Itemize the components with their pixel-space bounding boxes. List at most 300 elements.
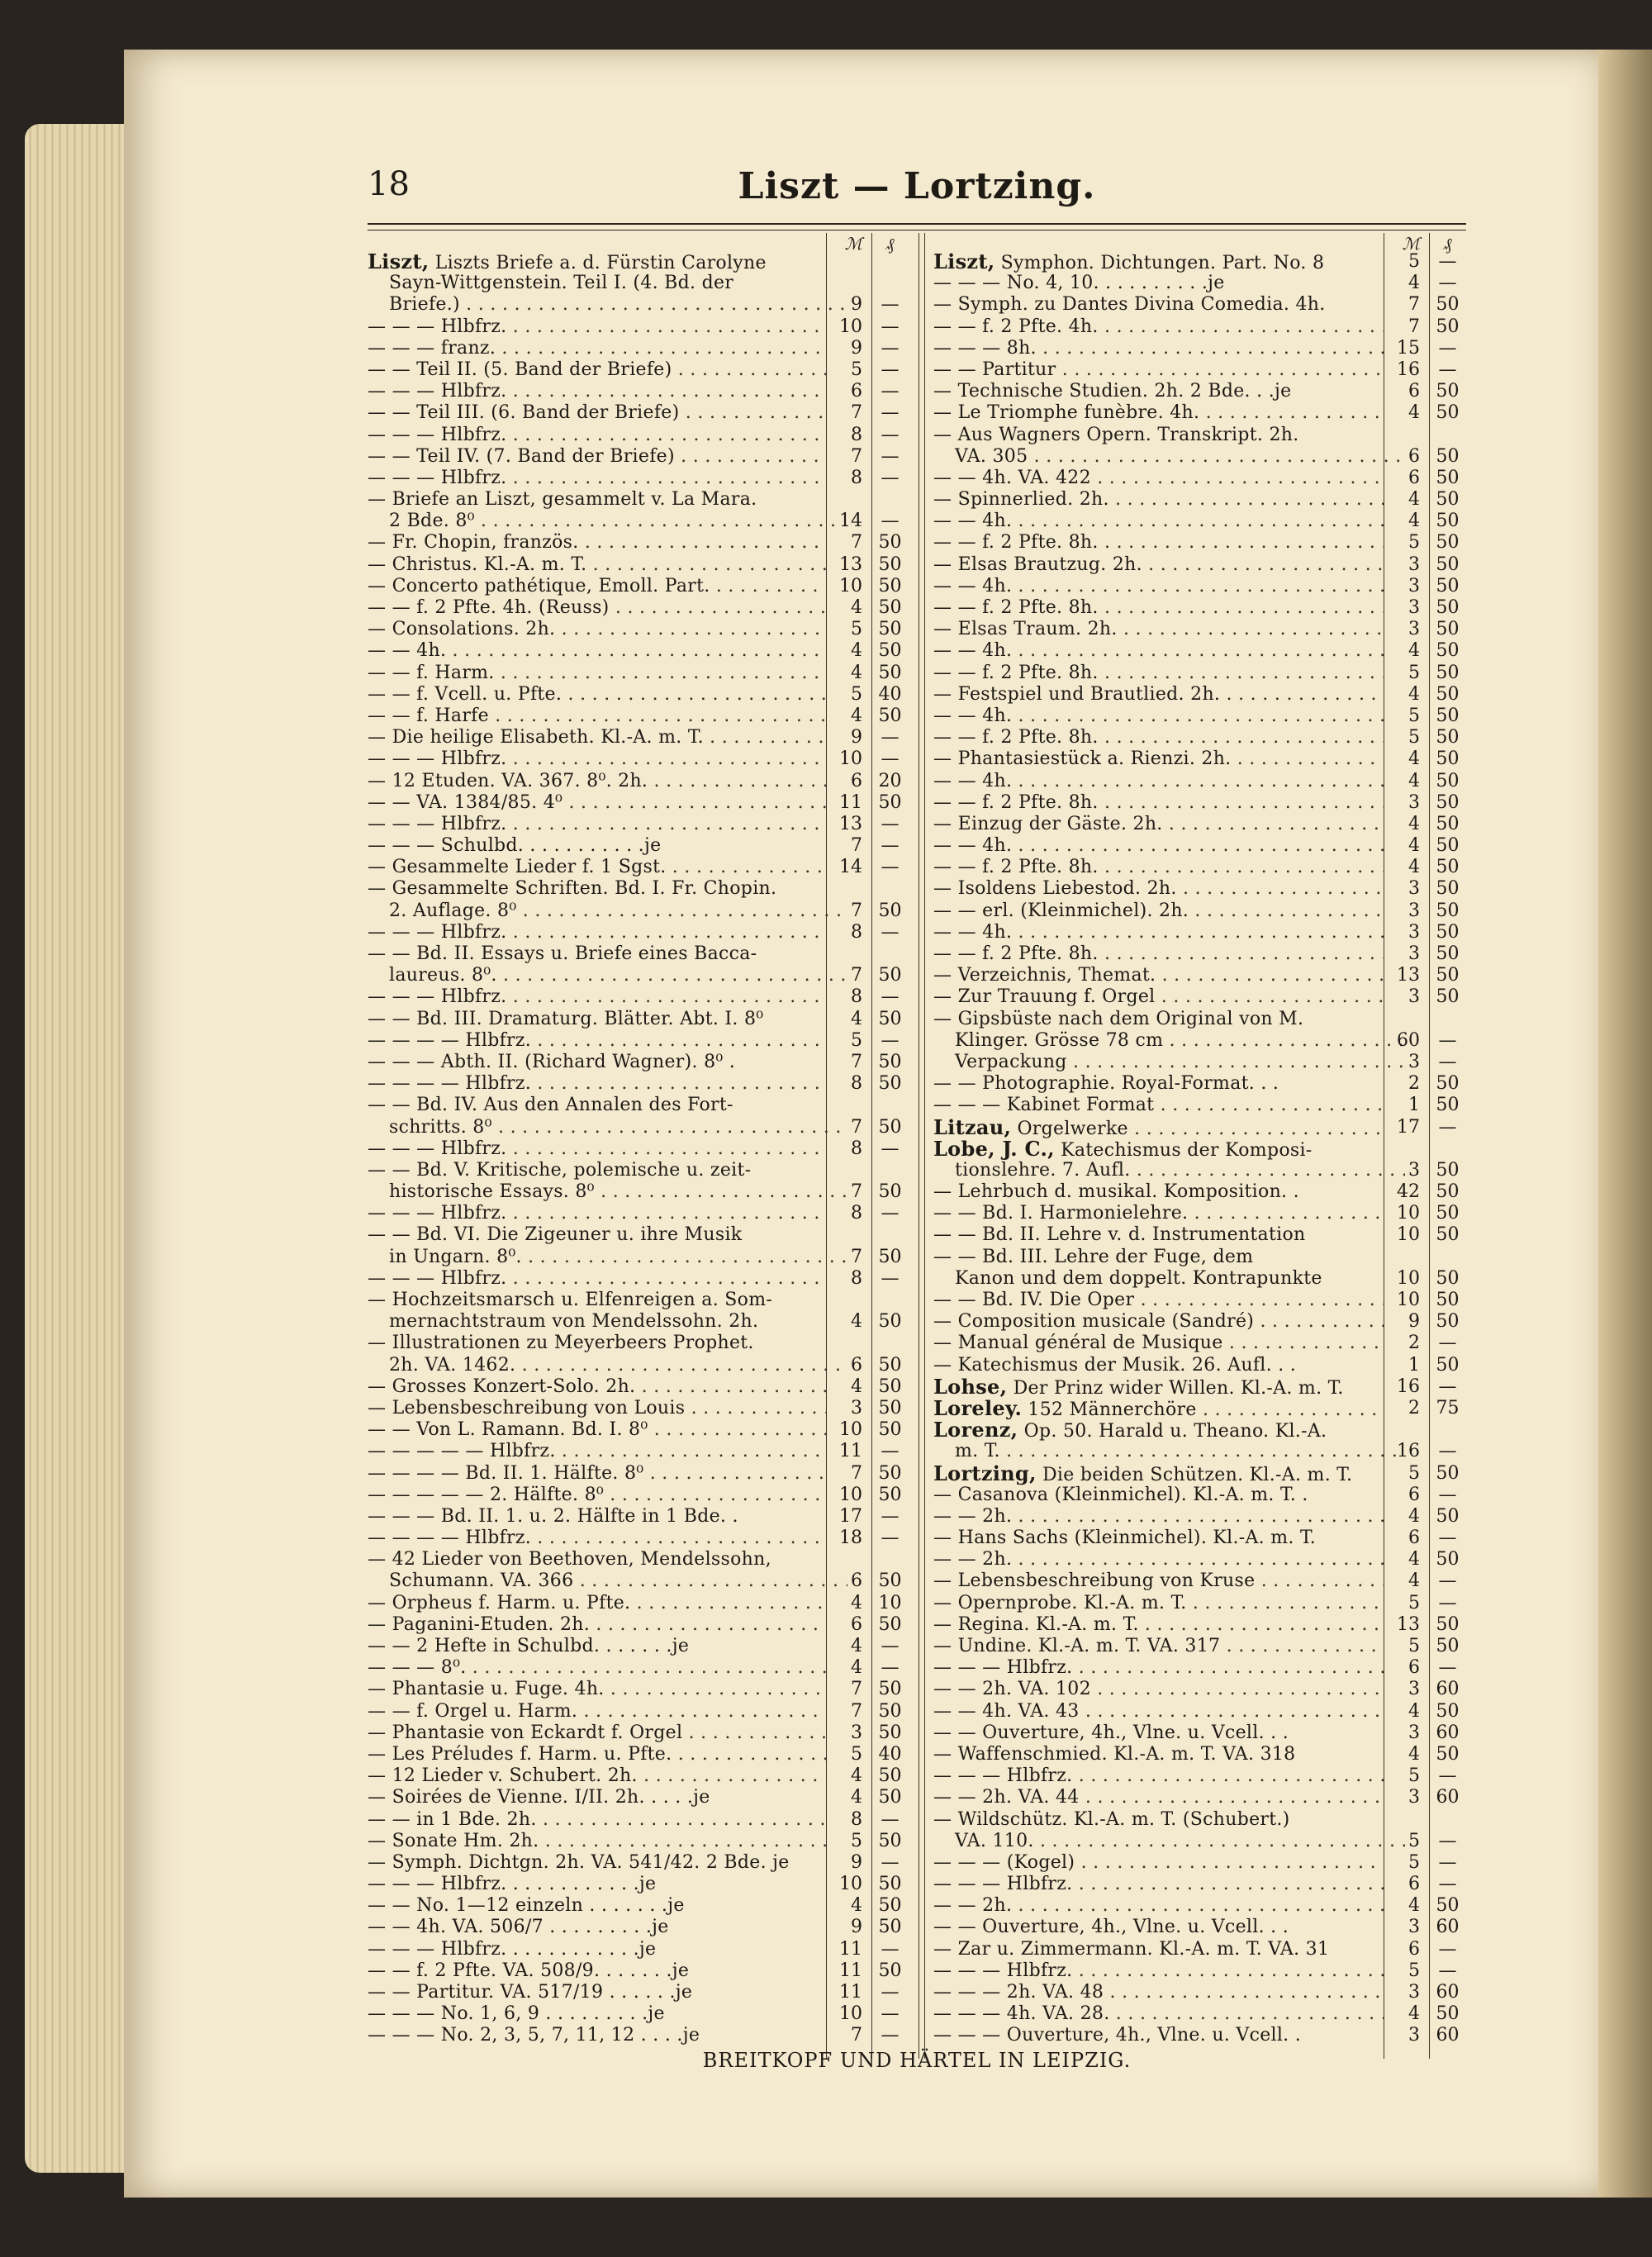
catalog-entry <box>368 1593 909 1614</box>
price-pfennig: — <box>881 2025 900 2046</box>
price-pfennig: — <box>1438 1376 1457 1397</box>
entry-text: laureus. 8⁰. . . . <box>368 965 847 986</box>
price-mark: 6 <box>1408 467 1420 488</box>
entry-text: in Ungarn. 8⁰. . . . <box>368 1247 847 1268</box>
price-mark: 7 <box>851 900 862 921</box>
catalog-entry <box>368 338 909 359</box>
price-mark: 3 <box>1408 878 1420 900</box>
catalog-entry <box>368 251 909 273</box>
catalog-entry <box>933 1181 1466 1203</box>
catalog-entry <box>933 1506 1466 1528</box>
price-pfennig: — <box>881 727 900 748</box>
price-pfennig: 50 <box>878 1895 902 1917</box>
right-entries <box>933 251 1466 2047</box>
catalog-entry <box>933 1376 1466 1398</box>
entry-text: — Hans Sachs (Kleinmichel). Kl.-A. m. T. <box>933 1528 1317 1549</box>
entry-text: — — 4h. . . . <box>933 922 1384 943</box>
price-mark: 10 <box>839 2003 862 2025</box>
composer-name: Lortzing, <box>933 1462 1037 1485</box>
price-pfennig: — <box>881 835 900 857</box>
catalog-entry <box>368 900 909 922</box>
catalog-entry <box>368 1528 909 1549</box>
entry-text: — — — Hlbfrz. . . . <box>368 922 826 943</box>
entry-text: — — — Bd. II. 1. u. 2. Hälfte in 1 Bde. . <box>368 1505 738 1527</box>
price-mark: 6 <box>851 1613 862 1635</box>
catalog-entry <box>933 619 1466 640</box>
price-pfennig: — <box>1438 251 1457 272</box>
price-pfennig: — <box>1438 1830 1457 1851</box>
price-pfennig: 50 <box>1436 294 1460 316</box>
catalog-entry <box>368 2025 909 2046</box>
catalog-entry <box>933 1030 1466 1052</box>
entry-text: — — — Hlbfrz. . . . <box>368 1268 826 1290</box>
price-pfennig: — <box>881 1203 900 1224</box>
price-pfennig: 50 <box>878 1679 902 1700</box>
price-mark: 5 <box>1408 1960 1420 1981</box>
price-pfennig: 50 <box>878 1613 902 1635</box>
publisher-footer: BREITKOPF UND HÄRTEL IN LEIPZIG. <box>702 2049 1132 2072</box>
entry-text: — — Bd. I. Harmonielehre. . . . <box>933 1203 1384 1224</box>
entry-text: — — — (Kogel) . . . <box>933 1852 1384 1874</box>
price-pfennig: 50 <box>878 1311 902 1333</box>
catalog-entry <box>933 943 1466 965</box>
price-mark: 4 <box>1408 857 1420 878</box>
entry-text: — — in 1 Bde. 2h. . . . <box>368 1809 826 1831</box>
price-mark: 7 <box>851 532 862 554</box>
entry-text: Verpackung . . . <box>933 1052 1405 1073</box>
pfennig-symbol: ₰ <box>1443 234 1452 254</box>
entry-text: — — Bd. II. Lehre v. d. Instrumentation <box>933 1224 1306 1246</box>
price-pfennig: 50 <box>1436 857 1460 878</box>
price-mark: 3 <box>1408 1982 1420 2003</box>
catalog-entry <box>368 1895 909 1917</box>
price-pfennig: 50 <box>1436 662 1460 683</box>
catalog-entry <box>368 922 909 943</box>
entry-text: — — f. Harfe . . . <box>368 706 826 727</box>
price-pfennig: 50 <box>878 1116 902 1138</box>
entry-text: — Phantasie von Eckardt f. Orgel . . . <box>368 1722 826 1744</box>
price-mark: 1 <box>1408 1354 1420 1376</box>
catalog-entry <box>933 1831 1466 1852</box>
price-mark: 3 <box>1408 2025 1420 2046</box>
price-mark: 6 <box>1408 1874 1420 1895</box>
price-mark: 10 <box>839 575 862 596</box>
price-mark: 6 <box>1408 1528 1420 1549</box>
catalog-entry <box>933 597 1466 619</box>
price-mark: 7 <box>851 1462 862 1484</box>
price-pfennig: 50 <box>878 705 902 726</box>
catalog-entry <box>933 1679 1466 1700</box>
price-pfennig: 50 <box>878 965 902 986</box>
entry-text: — — — Schulbd. . . . . . . . . . .je <box>368 835 662 857</box>
price-mark: 10 <box>1397 1267 1420 1289</box>
catalog-entry <box>933 1636 1466 1657</box>
catalog-entry <box>933 1485 1466 1506</box>
price-mark: 6 <box>1408 1657 1420 1679</box>
price-pfennig: — <box>881 511 900 532</box>
price-mark: 3 <box>1408 575 1420 596</box>
entry-text: — — — — — 2. Hälfte. 8⁰ . . . <box>368 1485 826 1506</box>
price-pfennig: — <box>1438 1333 1457 1354</box>
price-pfennig: 50 <box>878 1397 902 1418</box>
entry-text: — — f. 2 Pfte. 8h. . . . <box>933 857 1384 878</box>
catalog-entry <box>368 1268 909 1290</box>
price-pfennig: 50 <box>878 1051 902 1072</box>
catalog-entry <box>933 294 1466 316</box>
catalog-entry <box>368 1765 909 1787</box>
price-mark: 4 <box>851 1657 862 1679</box>
price-pfennig: 50 <box>878 640 902 662</box>
price-pfennig: 50 <box>878 1700 902 1722</box>
catalog-entry <box>933 663 1466 684</box>
catalog-entry <box>368 1917 909 1938</box>
catalog-entry <box>933 425 1466 446</box>
price-mark: 7 <box>851 1181 862 1203</box>
catalog-entry <box>368 1203 909 1224</box>
catalog-entry <box>368 1441 909 1462</box>
entry-text: — — No. 1—12 einzeln . . . . . . .je <box>368 1895 685 1917</box>
catalog-entry <box>368 706 909 727</box>
price-pfennig: 50 <box>1436 900 1460 921</box>
catalog-entry <box>933 1463 1466 1485</box>
price-pfennig: — <box>881 316 900 337</box>
entry-text: — — — — — Hlbfrz. . . . <box>368 1441 826 1462</box>
catalog-entry <box>933 273 1466 294</box>
catalog-entry <box>933 1895 1466 1917</box>
entry-text: — — — — Bd. II. 1. Hälfte. 8⁰ . . . <box>368 1463 826 1485</box>
entry-text: — — Teil IV. (7. Band der Briefe) . . . <box>368 446 826 468</box>
price-mark: 11 <box>839 1982 862 2003</box>
catalog-entry <box>368 1679 909 1700</box>
price-pfennig: 50 <box>1436 1549 1460 1570</box>
price-pfennig: 60 <box>1436 2025 1460 2046</box>
header-rule <box>368 223 1466 230</box>
price-pfennig: — <box>1438 1938 1457 1960</box>
price-pfennig: 10 <box>878 1592 902 1613</box>
catalog-entry <box>933 1657 1466 1679</box>
entry-text: — — Bd. VI. Die Zigeuner u. ihre Musik <box>368 1224 743 1246</box>
entry-text: — — — No. 1, 6, 9 . . . . . . . . .je <box>368 2003 665 2025</box>
catalog-entry <box>933 532 1466 554</box>
entry-text: VA. 305 . . . <box>933 446 1405 468</box>
entry-text: — — — Abth. II. (Richard Wagner). 8⁰ . <box>368 1051 736 1072</box>
price-mark: 7 <box>851 1051 862 1072</box>
entry-text: — — — No. 2, 3, 5, 7, 11, 12 . . . .je <box>368 2025 700 2046</box>
entry-text: — Isoldens Liebestod. 2h. . . . <box>933 878 1384 900</box>
entry-text: — — — franz. . . . <box>368 338 826 359</box>
catalog-entry <box>368 1570 909 1592</box>
price-mark: 4 <box>1408 1700 1420 1722</box>
catalog-entry <box>368 1701 909 1722</box>
price-pfennig: 50 <box>1436 402 1460 424</box>
price-mark: 7 <box>851 402 862 424</box>
entry-text: — — 4h. . . . <box>933 576 1384 597</box>
entry-text: — — 4h. VA. 43 . . . <box>933 1701 1384 1722</box>
entry-text: — Phantasiestück a. Rienzi. 2h. . . . <box>933 748 1384 770</box>
price-mark: 4 <box>1408 835 1420 857</box>
price-pfennig: 50 <box>1436 1636 1460 1656</box>
price-mark: 5 <box>1408 1830 1420 1851</box>
catalog-entry <box>368 814 909 835</box>
catalog-entry <box>933 1787 1466 1808</box>
catalog-entry <box>368 1982 909 2003</box>
price-pfennig: 75 <box>1436 1397 1460 1418</box>
price-pfennig: — <box>1438 1116 1457 1138</box>
entry-text: — Les Préludes f. Harm. u. Pfte. . . . <box>368 1744 826 1765</box>
price-pfennig: 50 <box>878 1354 902 1376</box>
price-mark: 4 <box>851 1787 862 1808</box>
entry-text: tionslehre. 7. Aufl. . . . <box>933 1160 1405 1181</box>
price-mark: 4 <box>1408 402 1420 424</box>
catalog-entry <box>368 986 909 1008</box>
price-pfennig: — <box>1438 1592 1457 1613</box>
entry-text: — — — Hlbfrz. . . . <box>368 1203 826 1224</box>
price-pfennig: 50 <box>1436 1743 1460 1765</box>
catalog-entry <box>368 511 909 532</box>
entry-text: — Gipsbüste nach dem Original von M. <box>933 1008 1304 1029</box>
entry-text: — — 2h. VA. 44 . . . <box>933 1787 1384 1808</box>
page-number: 18 <box>368 165 410 203</box>
price-mark: 10 <box>839 1874 862 1895</box>
catalog-entry <box>368 1311 909 1333</box>
price-pfennig: — <box>881 402 900 424</box>
price-pfennig: — <box>1438 1051 1457 1072</box>
price-mark: 13 <box>1397 1613 1420 1635</box>
price-pfennig: 50 <box>878 1419 902 1441</box>
catalog-entry <box>368 792 909 814</box>
catalog-entry <box>368 1181 909 1203</box>
catalog-entry <box>933 640 1466 662</box>
catalog-entry <box>933 1073 1466 1095</box>
left-currency-header <box>368 233 909 254</box>
price-mark: 5 <box>851 1029 862 1051</box>
price-pfennig: 50 <box>878 1008 902 1029</box>
catalog-entry <box>933 1593 1466 1614</box>
catalog-entry <box>933 1744 1466 1765</box>
price-pfennig: 50 <box>878 1181 902 1203</box>
entry-text: — — — Hlbfrz. . . . <box>933 1765 1384 1787</box>
catalog-entry <box>933 468 1466 489</box>
catalog-entry <box>933 706 1466 727</box>
price-mark: 11 <box>839 1960 862 1981</box>
price-mark: 7 <box>851 1116 862 1138</box>
entry-text: — Elsas Traum. 2h. . . . <box>933 619 1384 640</box>
catalog-entry <box>933 1441 1466 1462</box>
entry-text: — Lehrbuch d. musikal. Komposition. . <box>933 1181 1299 1203</box>
price-mark: 3 <box>1408 1917 1420 1938</box>
price-pfennig: 50 <box>878 575 902 596</box>
entry-text: — Opernprobe. Kl.-A. m. T. . . . <box>933 1593 1384 1614</box>
price-mark: 9 <box>851 337 862 359</box>
entry-text: — — erl. (Kleinmichel). 2h. . . . <box>933 900 1384 922</box>
left-column <box>368 233 909 2050</box>
price-pfennig: 50 <box>1436 1290 1460 1310</box>
catalog-entry <box>933 1247 1466 1268</box>
entry-text: — — — 8⁰. . . . <box>368 1657 826 1679</box>
price-mark: 9 <box>851 1851 862 1873</box>
entry-text: Lorenz, Op. 50. Harald u. Theano. Kl.-A. <box>933 1419 1327 1442</box>
price-pfennig: — <box>881 1505 900 1527</box>
catalog-entry <box>933 965 1466 986</box>
price-mark: 7 <box>851 1679 862 1700</box>
catalog-entry <box>368 1290 909 1311</box>
price-mark: 8 <box>851 1073 862 1095</box>
catalog-entry <box>368 1117 909 1138</box>
price-pfennig: 50 <box>878 662 902 683</box>
catalog-entry <box>933 878 1466 900</box>
catalog-entry <box>368 532 909 554</box>
catalog-entry <box>933 402 1466 424</box>
price-mark: 3 <box>1408 943 1420 964</box>
catalog-entry <box>933 1355 1466 1376</box>
entry-text: — — — Hlbfrz. . . . <box>933 1960 1384 1982</box>
price-pfennig: 50 <box>878 554 902 575</box>
catalog-entry <box>368 748 909 770</box>
catalog-entry <box>368 663 909 684</box>
price-mark: 10 <box>839 1484 862 1505</box>
entry-text: — Sonate Hm. 2h. . . . <box>368 1831 826 1852</box>
price-mark: 3 <box>1408 597 1420 618</box>
price-mark: 4 <box>851 705 862 726</box>
entry-text: — Composition musicale (Sandré) . . . <box>933 1311 1384 1333</box>
catalog-entry <box>368 1485 909 1506</box>
price-mark: 7 <box>851 445 862 467</box>
price-mark: 4 <box>1408 1505 1420 1527</box>
price-pfennig: 50 <box>1436 1311 1460 1333</box>
entry-text: — — f. Vcell. u. Pfte. . . . <box>368 684 826 706</box>
price-pfennig: — <box>881 1657 900 1679</box>
price-mark: 4 <box>851 1895 862 1917</box>
price-mark: 16 <box>1397 1441 1420 1462</box>
entry-text: — Einzug der Gäste. 2h. . . . <box>933 814 1384 835</box>
catalog-entry <box>933 792 1466 814</box>
entry-text: — Elsas Brautzug. 2h. . . . <box>933 554 1384 576</box>
catalog-entry <box>933 1765 1466 1787</box>
price-mark: 8 <box>851 1138 862 1159</box>
price-pfennig: 50 <box>878 1073 902 1095</box>
price-mark: 1 <box>1408 1095 1420 1116</box>
entry-text: Litzau, Orgelwerke . . . <box>933 1117 1384 1140</box>
catalog-entry <box>368 1463 909 1485</box>
catalog-entry <box>368 1009 909 1030</box>
entry-text: — — f. 2 Pfte. 8h. . . . <box>933 532 1384 554</box>
price-mark: 10 <box>1397 1224 1420 1246</box>
entry-text: Liszt, Symphon. Dichtungen. Part. No. 8 <box>933 251 1325 273</box>
catalog-entry <box>368 402 909 424</box>
entry-text: Briefe.) . . . <box>368 294 847 316</box>
entry-text: — — f. 2 Pfte. 8h. . . . <box>933 792 1384 814</box>
entry-text: — — — Hlbfrz. . . . . . . . . . . .je <box>368 1874 657 1895</box>
catalog-entry <box>933 1203 1466 1224</box>
price-mark: 3 <box>1408 1679 1420 1700</box>
price-mark: 4 <box>1408 1570 1420 1592</box>
price-pfennig: 50 <box>878 1722 902 1743</box>
entry-text: — Gesammelte Lieder f. 1 Sgst. . . . <box>368 857 826 878</box>
catalog-entry <box>933 511 1466 532</box>
catalog-entry <box>933 1095 1466 1116</box>
price-pfennig: 50 <box>1436 511 1460 532</box>
price-pfennig: — <box>881 294 900 316</box>
column-divider <box>919 233 925 2059</box>
entry-text: — Gesammelte Schriften. Bd. I. Fr. Chopin. <box>368 878 777 900</box>
price-mark: 5 <box>1408 1636 1420 1656</box>
price-mark: 4 <box>1408 1895 1420 1917</box>
price-pfennig: 50 <box>1436 1613 1460 1635</box>
catalog-entry <box>368 727 909 748</box>
price-mark: 4 <box>1408 748 1420 770</box>
entry-text: historische Essays. 8⁰ . . . <box>368 1181 847 1203</box>
entry-text: — Zar u. Zimmermann. Kl.-A. m. T. VA. 31 <box>933 1938 1330 1960</box>
price-pfennig: 50 <box>878 791 902 813</box>
entry-text: — Verzeichnis, Themat. . . . <box>933 965 1384 986</box>
price-mark: 5 <box>851 1830 862 1851</box>
composer-name: Lohse, <box>933 1376 1008 1399</box>
price-pfennig: 50 <box>1436 813 1460 834</box>
catalog-entry <box>933 1982 1466 2003</box>
price-mark: 3 <box>1408 1051 1420 1072</box>
price-pfennig: — <box>881 857 900 878</box>
catalog-entry <box>933 1570 1466 1592</box>
catalog-entry <box>933 727 1466 748</box>
entry-text: — Paganini-Etuden. 2h. . . . <box>368 1614 826 1636</box>
price-pfennig: — <box>881 1029 900 1051</box>
catalog-entry <box>368 857 909 878</box>
entry-text: — — VA. 1384/85. 4⁰ . . . <box>368 792 826 814</box>
catalog-entry <box>933 2025 1466 2046</box>
catalog-entry <box>368 943 909 965</box>
price-pfennig: — <box>881 1441 900 1462</box>
entry-text: Liszt, Liszts Briefe a. d. Fürstin Carolyne <box>368 251 767 273</box>
price-pfennig: 50 <box>1436 1895 1460 1917</box>
price-pfennig: 50 <box>878 532 902 554</box>
entry-text: — — f. 2 Pfte. 8h. . . . <box>933 663 1384 684</box>
catalog-entry <box>368 446 909 468</box>
entry-text: — Orpheus f. Harm. u. Pfte. . . . <box>368 1593 826 1614</box>
entry-text: — 12 Lieder v. Schubert. 2h. . . . <box>368 1765 826 1787</box>
catalog-entry <box>368 1398 909 1419</box>
catalog-entry <box>368 597 909 619</box>
price-mark: 7 <box>851 1700 862 1722</box>
catalog-entry <box>933 857 1466 878</box>
entry-text: — — Ouverture, 4h., Vlne. u. Vcell. . . <box>933 1722 1289 1743</box>
entry-text: — — f. Harm. . . . <box>368 663 826 684</box>
catalog-entry <box>368 640 909 662</box>
catalog-entry <box>933 684 1466 706</box>
price-mark: 4 <box>1408 813 1420 834</box>
price-pfennig: 50 <box>1436 1095 1460 1116</box>
catalog-entry <box>368 316 909 338</box>
price-pfennig: 50 <box>1436 705 1460 726</box>
catalog-entry <box>368 1224 909 1246</box>
entry-text: — — 2h. . . . <box>933 1549 1384 1570</box>
catalog-entry <box>368 771 909 792</box>
price-mark: 10 <box>1397 1290 1420 1310</box>
catalog-entry <box>368 1787 909 1808</box>
entry-text: — — — Hlbfrz. . . . <box>933 1657 1384 1679</box>
price-mark: 6 <box>851 381 862 402</box>
price-mark: 7 <box>851 1246 862 1267</box>
entry-text: — — — Hlbfrz. . . . <box>368 1138 826 1160</box>
price-pfennig: — <box>1438 1765 1457 1787</box>
catalog-entry <box>933 1960 1466 1982</box>
entry-text: — — f. 2 Pfte. 4h. . . . <box>933 316 1384 338</box>
entry-text: — — f. 2 Pfte. VA. 508/9. . . . . . .je <box>368 1960 690 1981</box>
catalog-entry <box>933 1398 1466 1419</box>
catalog-entry <box>368 835 909 857</box>
price-pfennig: — <box>1438 1874 1457 1895</box>
entry-text: — — Teil II. (5. Band der Briefe) . . . <box>368 359 826 381</box>
entry-text: — 42 Lieder von Beethoven, Mendelssohn, <box>368 1549 771 1570</box>
